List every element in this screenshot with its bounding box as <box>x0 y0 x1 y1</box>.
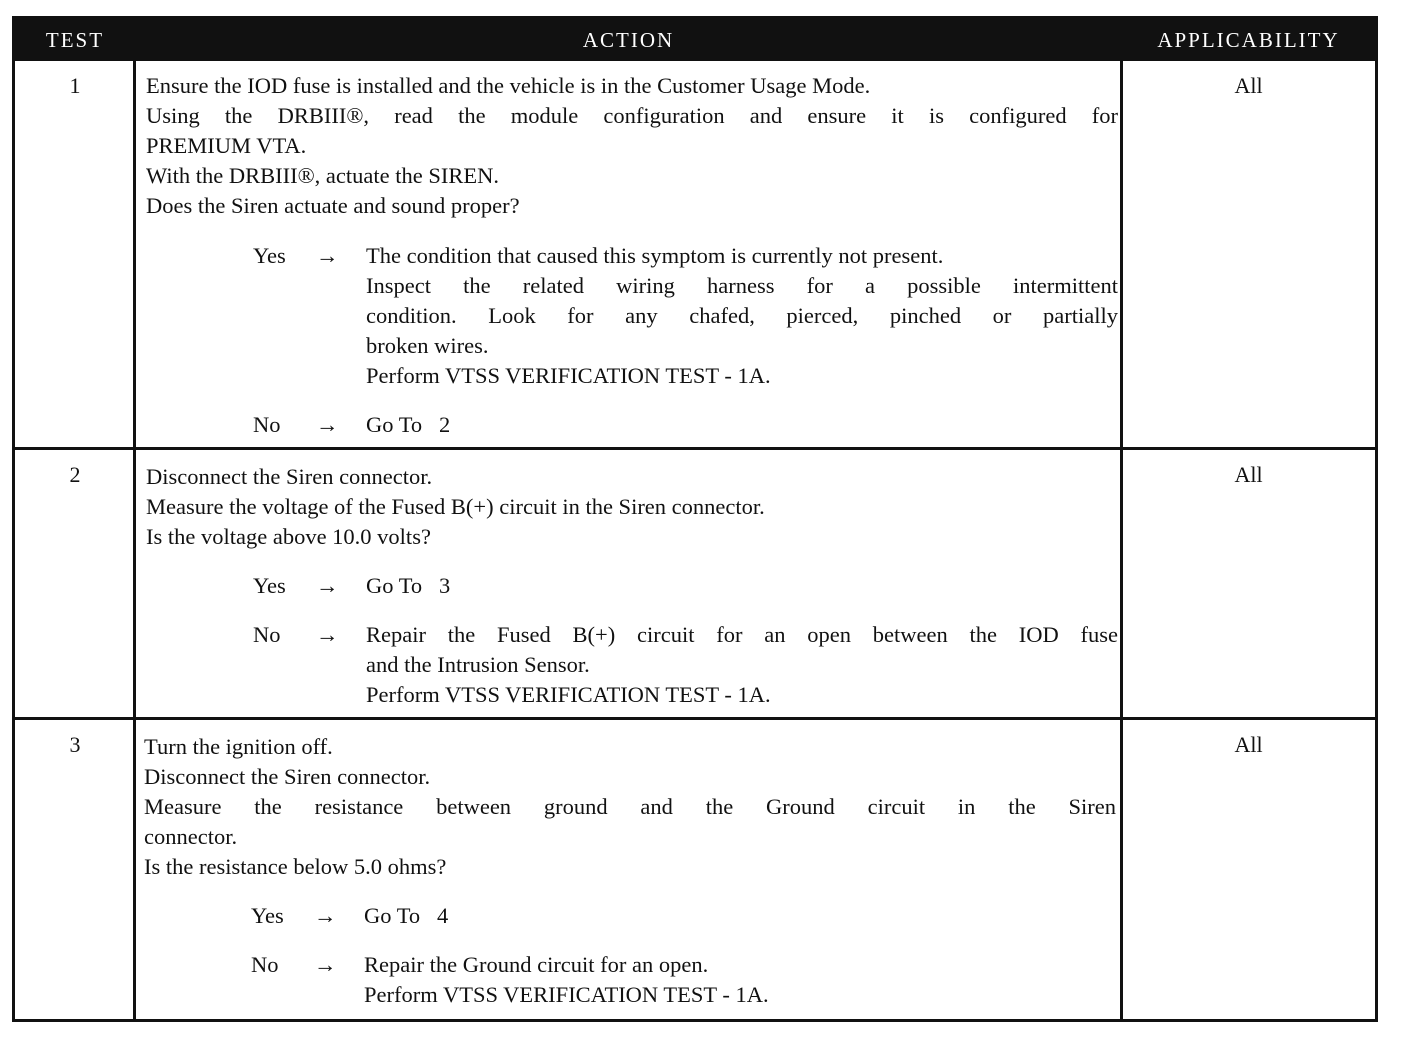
branch-line: and the Intrusion Sensor. <box>366 652 590 677</box>
yes-label: Yes <box>253 243 286 268</box>
test-number: 3 <box>69 732 81 757</box>
test-number: 1 <box>69 73 81 98</box>
applicability-value: All <box>1234 462 1263 487</box>
no-branch <box>144 950 1116 1010</box>
right-arrow-icon: → <box>316 243 339 268</box>
action-line: Measure the voltage of the Fused B(+) circuit in the Siren connector. <box>146 494 765 519</box>
branch-line: condition. Look for any chafed, pierced, pinched or partially <box>366 303 1118 328</box>
action-cell <box>146 71 1118 440</box>
table-row-test-3 <box>15 720 1375 1019</box>
branch-line: The condition that caused this symptom is currently not present. <box>366 243 944 268</box>
right-arrow-icon: → <box>316 573 339 598</box>
no-branch <box>146 410 1118 440</box>
right-arrow-icon: → <box>316 412 339 437</box>
action-line: connector. <box>144 824 238 849</box>
action-line: PREMIUM VTA. <box>146 133 307 158</box>
action-cell <box>144 732 1116 1010</box>
action-line: Ensure the IOD fuse is installed and the vehicle is in the Customer Usage Mode. <box>146 73 871 98</box>
action-line: Is the voltage above 10.0 volts? <box>146 524 431 549</box>
header-action: ACTION <box>582 28 675 52</box>
no-label: No <box>251 952 279 977</box>
branch-line: Repair the Fused B(+) circuit for an open between the IOD fuse <box>366 622 1118 647</box>
test-number: 2 <box>69 462 81 487</box>
yes-branch <box>144 901 1116 931</box>
branch-line: Go To 3 <box>366 573 451 598</box>
action-cell <box>146 462 1118 710</box>
header-test: TEST <box>45 28 105 52</box>
right-arrow-icon: → <box>316 622 339 647</box>
action-line: With the DRBIII®, actuate the SIREN. <box>146 163 499 188</box>
no-branch <box>146 620 1118 710</box>
table-header <box>15 19 1375 61</box>
action-line: Turn the ignition off. <box>144 734 333 759</box>
branch-line: Go To 4 <box>364 903 449 928</box>
yes-label: Yes <box>253 573 286 598</box>
yes-label: Yes <box>251 903 284 928</box>
table-row-test-1 <box>15 61 1375 447</box>
branch-line: broken wires. <box>366 333 489 358</box>
branch-line: Repair the Ground circuit for an open. <box>364 952 709 977</box>
action-line: Disconnect the Siren connector. <box>146 464 433 489</box>
applicability-value: All <box>1234 73 1263 98</box>
branch-line: Perform VTSS VERIFICATION TEST - 1A. <box>366 363 771 388</box>
right-arrow-icon: → <box>314 952 337 977</box>
no-label: No <box>253 412 281 437</box>
diagnostic-test-table <box>12 16 1378 1022</box>
action-line: Is the resistance below 5.0 ohms? <box>144 854 447 879</box>
table-row-test-2 <box>15 450 1375 717</box>
header-applicability: APPLICABILITY <box>1157 28 1340 52</box>
branch-line: Perform VTSS VERIFICATION TEST - 1A. <box>364 982 769 1007</box>
branch-line: Perform VTSS VERIFICATION TEST - 1A. <box>366 682 771 707</box>
action-line: Using the DRBIII®, read the module configuration and ensure it is configured for <box>146 103 1118 128</box>
applicability-value: All <box>1234 732 1263 757</box>
right-arrow-icon: → <box>314 903 337 928</box>
action-line: Disconnect the Siren connector. <box>144 764 431 789</box>
yes-branch <box>146 241 1118 391</box>
action-line: Measure the resistance between ground and the Ground circuit in the Siren <box>144 794 1116 819</box>
no-label: No <box>253 622 281 647</box>
branch-line: Inspect the related wiring harness for a possible intermittent <box>366 273 1118 298</box>
branch-line: Go To 2 <box>366 412 451 437</box>
yes-branch <box>146 571 1118 601</box>
action-line: Does the Siren actuate and sound proper? <box>146 193 520 218</box>
